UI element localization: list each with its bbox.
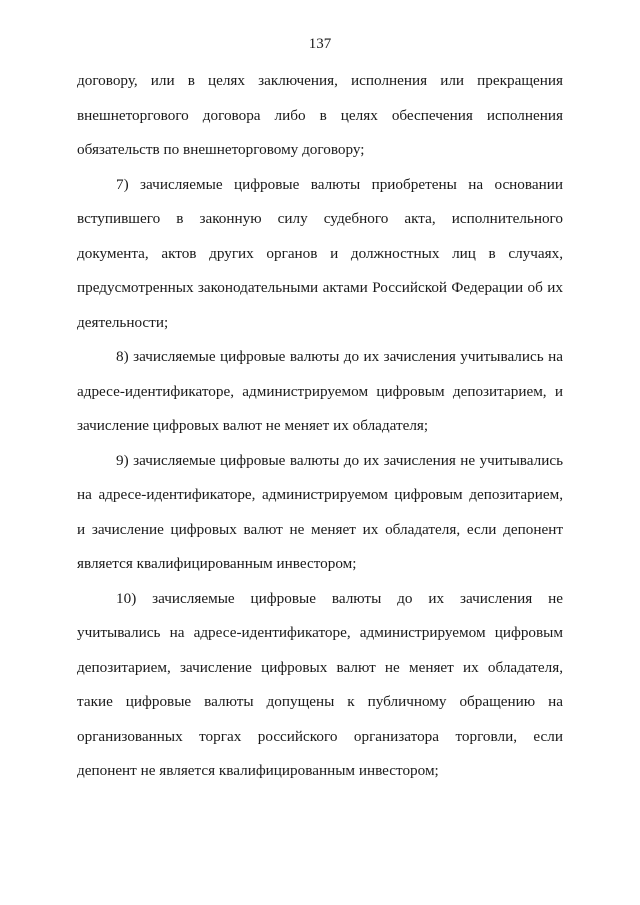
paragraph-item-9: 9) зачисляемые цифровые валюты до их зачисления не учитывались на адресе-идентификаторе, администрируемом цифровым депозитарием, и зачисление цифровых валют не меняет их обладателя, если депонент является квалифицированным инвестором; (77, 451, 563, 572)
paragraph-item-8: 8) зачисляемые цифровые валюты до их зачисления учитывались на адресе-идентификаторе, администрируемом цифровым депозитарием, и зачисление цифровых валют не меняет их обладателя; (77, 348, 563, 434)
paragraph-item-10: 10) зачисляемые цифровые валюты до их зачисления не учитывались на адресе-идентификаторе, администрируемом цифровым депозитарием, зачисление цифровых валют не меняет их обладателя, такие цифровые валюты допущены к публичному обращению на организованных торгах российского организатора торговли, если депонент не является квалифицированным инвестором; (77, 589, 563, 779)
document-body (77, 64, 563, 789)
paragraph-continuation: договору, или в целях заключения, исполнения или прекращения внешнеторгового договора либо в целях обеспечения исполнения обязательств по внешнеторговому договору; (77, 72, 563, 158)
paragraph-item-7: 7) зачисляемые цифровые валюты приобретены на основании вступившего в законную силу судебного акта, исполнительного документа, актов других органов и должностных лиц в случаях, предусмотренных законодательными актами Российской Федерации об их деятельности; (77, 175, 563, 331)
page-number: 137 (308, 36, 332, 52)
